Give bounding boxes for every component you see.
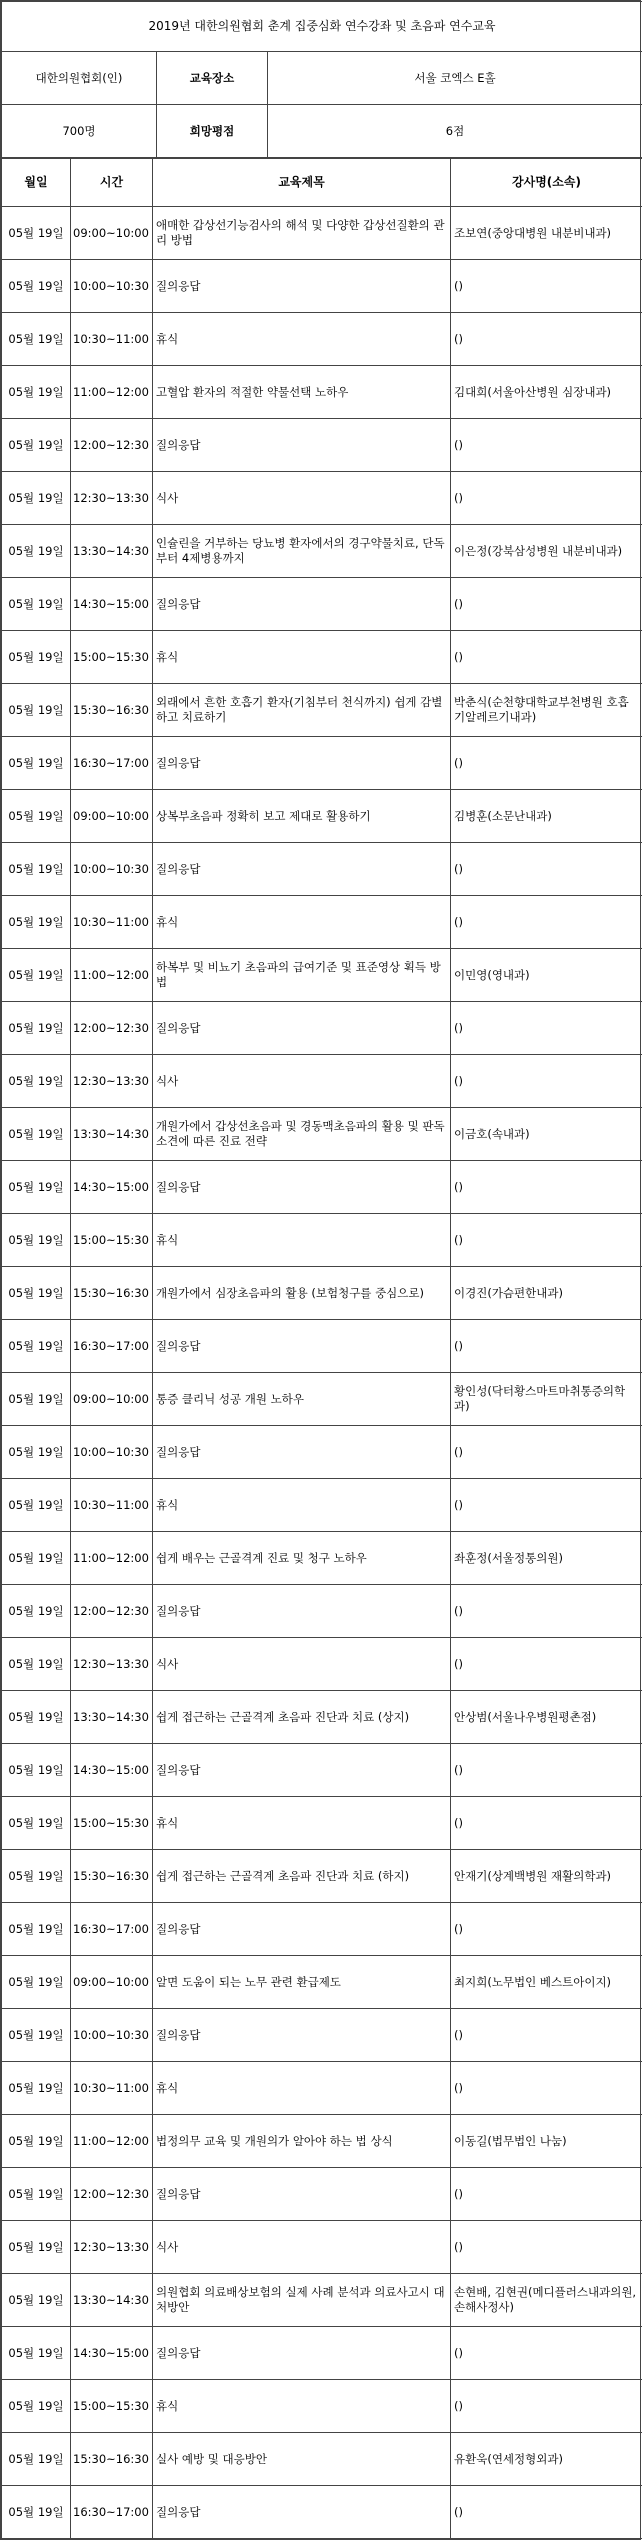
table-row [2, 578, 642, 631]
table-row [2, 2062, 642, 2115]
cell-time: 10:30~11:00 [71, 2062, 153, 2115]
cell-month: 05월 19일 [2, 1691, 71, 1744]
cell-month: 05월 19일 [2, 2009, 71, 2062]
table-row [2, 2274, 642, 2327]
cell-subject: 휴식 [153, 1797, 451, 1850]
cell-lecturer: () [451, 578, 642, 631]
table-row [2, 366, 642, 419]
cell-month: 05월 19일 [2, 631, 71, 684]
cell-subject: 식사 [153, 1055, 451, 1108]
cell-lecturer: 좌훈정(서울정통의원) [451, 1532, 642, 1585]
cell-lecturer: () [451, 2486, 642, 2539]
header-time: 시간 [71, 159, 153, 207]
header-month: 월일 [2, 159, 71, 207]
table-row [2, 631, 642, 684]
cell-lecturer: 황인성(닥터황스마트마취통증의학과) [451, 1373, 642, 1426]
cell-month: 05월 19일 [2, 1479, 71, 1532]
cell-subject: 질의응답 [153, 2327, 451, 2380]
points-label: 희망평점 [157, 105, 268, 158]
table-row [2, 1373, 642, 1426]
cell-time: 13:30~14:30 [71, 525, 153, 578]
cell-lecturer: () [451, 2221, 642, 2274]
cell-time: 15:00~15:30 [71, 2380, 153, 2433]
table-row [2, 843, 642, 896]
table-row [2, 737, 642, 790]
cell-lecturer: () [451, 1479, 642, 1532]
cell-month: 05월 19일 [2, 790, 71, 843]
cell-month: 05월 19일 [2, 260, 71, 313]
cell-month: 05월 19일 [2, 684, 71, 737]
cell-month: 05월 19일 [2, 578, 71, 631]
title-row [2, 2, 642, 52]
cell-lecturer: () [451, 1055, 642, 1108]
table-row [2, 2486, 642, 2539]
points-row [2, 105, 642, 158]
cell-subject: 쉽게 접근하는 근골격계 초음파 진단과 치료 (상지) [153, 1691, 451, 1744]
table-row [2, 790, 642, 843]
cell-time: 12:30~13:30 [71, 472, 153, 525]
document-title: 2019년 대한의원협회 춘계 집중심화 연수강좌 및 초음파 연수교육 [2, 2, 642, 52]
table-row [2, 2327, 642, 2380]
cell-month: 05월 19일 [2, 1426, 71, 1479]
cell-time: 10:00~10:30 [71, 260, 153, 313]
cell-month: 05월 19일 [2, 2115, 71, 2168]
cell-subject: 고혈압 환자의 적절한 약물선택 노하우 [153, 366, 451, 419]
cell-month: 05월 19일 [2, 843, 71, 896]
header-subject: 교육제목 [153, 159, 451, 207]
table-row [2, 2433, 642, 2486]
place-value: 서울 코엑스 E홀 [268, 52, 642, 105]
table-row [2, 1426, 642, 1479]
cell-month: 05월 19일 [2, 1744, 71, 1797]
cell-subject: 개원가에서 갑상선초음파 및 경동맥초음파의 활용 및 판독소견에 따른 진료 전략 [153, 1108, 451, 1161]
cell-lecturer: () [451, 472, 642, 525]
cell-subject: 휴식 [153, 2062, 451, 2115]
cell-subject: 휴식 [153, 1214, 451, 1267]
cell-subject: 상복부초음파 정확히 보고 제대로 활용하기 [153, 790, 451, 843]
cell-month: 05월 19일 [2, 2274, 71, 2327]
table-row [2, 1691, 642, 1744]
cell-subject: 통증 클리닉 성공 개원 노하우 [153, 1373, 451, 1426]
cell-month: 05월 19일 [2, 2168, 71, 2221]
cell-time: 12:30~13:30 [71, 1055, 153, 1108]
cell-time: 11:00~12:00 [71, 366, 153, 419]
cell-lecturer: () [451, 631, 642, 684]
cell-lecturer: 이금호(속내과) [451, 1108, 642, 1161]
cell-subject: 질의응답 [153, 1320, 451, 1373]
cell-time: 13:30~14:30 [71, 1691, 153, 1744]
cell-time: 13:30~14:30 [71, 2274, 153, 2327]
cell-month: 05월 19일 [2, 1214, 71, 1267]
table-row [2, 2380, 642, 2433]
cell-lecturer: 안상범(서울나우병원평촌점) [451, 1691, 642, 1744]
cell-subject: 질의응답 [153, 2486, 451, 2539]
cell-subject: 질의응답 [153, 578, 451, 631]
cell-month: 05월 19일 [2, 1532, 71, 1585]
cell-subject: 질의응답 [153, 843, 451, 896]
cell-month: 05월 19일 [2, 1373, 71, 1426]
cell-subject: 질의응답 [153, 2009, 451, 2062]
cell-month: 05월 19일 [2, 1055, 71, 1108]
cell-time: 10:00~10:30 [71, 843, 153, 896]
cell-month: 05월 19일 [2, 1267, 71, 1320]
cell-month: 05월 19일 [2, 313, 71, 366]
cell-time: 09:00~10:00 [71, 790, 153, 843]
cell-subject: 휴식 [153, 313, 451, 366]
cell-subject: 질의응답 [153, 1426, 451, 1479]
cell-subject: 휴식 [153, 1479, 451, 1532]
table-row [2, 1744, 642, 1797]
table-row [2, 1267, 642, 1320]
cell-lecturer: () [451, 1797, 642, 1850]
table-row [2, 1585, 642, 1638]
cell-month: 05월 19일 [2, 1320, 71, 1373]
cell-lecturer: 조보연(중앙대병원 내분비내과) [451, 207, 642, 260]
cell-lecturer: () [451, 1638, 642, 1691]
cell-time: 14:30~15:00 [71, 578, 153, 631]
table-row [2, 1956, 642, 2009]
cell-lecturer: 이은정(강북삼성병원 내분비내과) [451, 525, 642, 578]
cell-time: 12:00~12:30 [71, 419, 153, 472]
cell-month: 05월 19일 [2, 2062, 71, 2115]
table-row [2, 1850, 642, 1903]
table-row [2, 1002, 642, 1055]
cell-time: 16:30~17:00 [71, 737, 153, 790]
cell-lecturer: () [451, 260, 642, 313]
cell-month: 05월 19일 [2, 1161, 71, 1214]
cell-subject: 애매한 갑상선기능검사의 해석 및 다양한 갑상선질환의 관리 방법 [153, 207, 451, 260]
cell-lecturer: 안재기(상계백병원 재활의학과) [451, 1850, 642, 1903]
cell-time: 15:00~15:30 [71, 1797, 153, 1850]
table-row [2, 525, 642, 578]
cell-time: 10:30~11:00 [71, 313, 153, 366]
cell-month: 05월 19일 [2, 1585, 71, 1638]
cell-lecturer: 이경진(가슴편한내과) [451, 1267, 642, 1320]
cell-subject: 질의응답 [153, 1161, 451, 1214]
table-row [2, 1108, 642, 1161]
table-row [2, 2168, 642, 2221]
cell-subject: 식사 [153, 2221, 451, 2274]
cell-subject: 식사 [153, 472, 451, 525]
cell-lecturer: () [451, 896, 642, 949]
cell-month: 05월 19일 [2, 1797, 71, 1850]
cell-time: 15:30~16:30 [71, 684, 153, 737]
cell-subject: 질의응답 [153, 260, 451, 313]
cell-subject: 휴식 [153, 631, 451, 684]
cell-subject: 질의응답 [153, 2168, 451, 2221]
table-row [2, 1532, 642, 1585]
cell-time: 16:30~17:00 [71, 1903, 153, 1956]
cell-lecturer: () [451, 1214, 642, 1267]
cell-lecturer: 김대희(서울아산병원 심장내과) [451, 366, 642, 419]
points-value: 6점 [268, 105, 642, 158]
table-row [2, 2009, 642, 2062]
cell-lecturer: () [451, 2009, 642, 2062]
cell-lecturer: 손현배, 김현권(메디플러스내과의원, 손해사정사) [451, 2274, 642, 2327]
cell-lecturer: () [451, 2327, 642, 2380]
cell-lecturer: 유환욱(연세정형외과) [451, 2433, 642, 2486]
cell-time: 13:30~14:30 [71, 1108, 153, 1161]
cell-time: 10:30~11:00 [71, 896, 153, 949]
cell-time: 10:30~11:00 [71, 1479, 153, 1532]
table-row [2, 684, 642, 737]
cell-lecturer: () [451, 2380, 642, 2433]
cell-month: 05월 19일 [2, 2327, 71, 2380]
cell-time: 15:30~16:30 [71, 1267, 153, 1320]
cell-lecturer: () [451, 843, 642, 896]
cell-time: 14:30~15:00 [71, 2327, 153, 2380]
cell-time: 09:00~10:00 [71, 1956, 153, 2009]
table-row [2, 260, 642, 313]
cell-subject: 쉽게 접근하는 근골격계 초음파 진단과 치료 (하지) [153, 1850, 451, 1903]
table-row [2, 896, 642, 949]
cell-time: 10:00~10:30 [71, 2009, 153, 2062]
cell-time: 12:00~12:30 [71, 2168, 153, 2221]
cell-time: 11:00~12:00 [71, 1532, 153, 1585]
cell-month: 05월 19일 [2, 1108, 71, 1161]
cell-lecturer: () [451, 1903, 642, 1956]
cell-month: 05월 19일 [2, 472, 71, 525]
table-row [2, 1320, 642, 1373]
cell-lecturer: 최지희(노무법인 베스트아이지) [451, 1956, 642, 2009]
table-row [2, 1214, 642, 1267]
cell-month: 05월 19일 [2, 525, 71, 578]
cell-subject: 인슐린을 거부하는 당뇨병 환자에서의 경구약물치료, 단독부터 4제병용까지 [153, 525, 451, 578]
cell-lecturer: () [451, 313, 642, 366]
cell-time: 14:30~15:00 [71, 1744, 153, 1797]
cell-subject: 쉽게 배우는 근골격계 진료 및 청구 노하우 [153, 1532, 451, 1585]
table-row [2, 1797, 642, 1850]
cell-time: 11:00~12:00 [71, 949, 153, 1002]
cell-lecturer: 김병훈(소문난내과) [451, 790, 642, 843]
table-row [2, 1479, 642, 1532]
cell-month: 05월 19일 [2, 2486, 71, 2539]
cell-subject: 알면 도움이 되는 노무 관련 환급제도 [153, 1956, 451, 2009]
cell-lecturer: () [451, 1585, 642, 1638]
place-label: 교육장소 [157, 52, 268, 105]
table-row [2, 313, 642, 366]
cell-month: 05월 19일 [2, 2433, 71, 2486]
cell-time: 11:00~12:00 [71, 2115, 153, 2168]
cell-subject: 하복부 및 비뇨기 초음파의 급여기준 및 표준영상 획득 방법 [153, 949, 451, 1002]
course-info-table [1, 1, 642, 158]
capacity: 700명 [2, 105, 157, 158]
cell-subject: 질의응답 [153, 1744, 451, 1797]
cell-time: 16:30~17:00 [71, 2486, 153, 2539]
schedule-body [2, 207, 642, 2539]
cell-time: 09:00~10:00 [71, 1373, 153, 1426]
cell-month: 05월 19일 [2, 366, 71, 419]
cell-time: 09:00~10:00 [71, 207, 153, 260]
cell-time: 12:00~12:30 [71, 1002, 153, 1055]
cell-month: 05월 19일 [2, 419, 71, 472]
cell-time: 15:30~16:30 [71, 1850, 153, 1903]
cell-month: 05월 19일 [2, 1638, 71, 1691]
cell-lecturer: () [451, 419, 642, 472]
place-row [2, 52, 642, 105]
cell-time: 12:30~13:30 [71, 1638, 153, 1691]
cell-lecturer: () [451, 2062, 642, 2115]
cell-time: 15:30~16:30 [71, 2433, 153, 2486]
cell-subject: 질의응답 [153, 737, 451, 790]
cell-lecturer: () [451, 1744, 642, 1797]
table-row [2, 2221, 642, 2274]
table-row [2, 1055, 642, 1108]
cell-lecturer: () [451, 737, 642, 790]
cell-time: 16:30~17:00 [71, 1320, 153, 1373]
cell-subject: 법정의무 교육 및 개원의가 알아야 하는 법 상식 [153, 2115, 451, 2168]
cell-month: 05월 19일 [2, 949, 71, 1002]
table-row [2, 1161, 642, 1214]
schedule-header-row [2, 159, 642, 207]
cell-subject: 질의응답 [153, 419, 451, 472]
cell-subject: 질의응답 [153, 1903, 451, 1956]
table-row [2, 2115, 642, 2168]
table-row [2, 1903, 642, 1956]
cell-month: 05월 19일 [2, 2221, 71, 2274]
table-row [2, 949, 642, 1002]
cell-subject: 의원협회 의료배상보험의 실제 사례 분석과 의료사고시 대처방안 [153, 2274, 451, 2327]
cell-time: 10:00~10:30 [71, 1426, 153, 1479]
cell-month: 05월 19일 [2, 1002, 71, 1055]
cell-time: 15:00~15:30 [71, 1214, 153, 1267]
cell-lecturer: () [451, 1002, 642, 1055]
cell-month: 05월 19일 [2, 2380, 71, 2433]
cell-lecturer: 이민영(영내과) [451, 949, 642, 1002]
cell-subject: 질의응답 [153, 1002, 451, 1055]
cell-time: 15:00~15:30 [71, 631, 153, 684]
cell-subject: 개원가에서 심장초음파의 활용 (보험청구를 중심으로) [153, 1267, 451, 1320]
cell-subject: 식사 [153, 1638, 451, 1691]
cell-lecturer: () [451, 1161, 642, 1214]
cell-lecturer: 이동길(법무법인 나눔) [451, 2115, 642, 2168]
cell-subject: 질의응답 [153, 1585, 451, 1638]
cell-time: 12:00~12:30 [71, 1585, 153, 1638]
cell-subject: 외래에서 흔한 호흡기 환자(기침부터 천식까지) 쉽게 감별하고 치료하기 [153, 684, 451, 737]
cell-subject: 실사 예방 및 대응방안 [153, 2433, 451, 2486]
cell-month: 05월 19일 [2, 896, 71, 949]
cell-subject: 휴식 [153, 2380, 451, 2433]
header-lecturer: 강사명(소속) [451, 159, 642, 207]
cell-month: 05월 19일 [2, 1956, 71, 2009]
cell-month: 05월 19일 [2, 1903, 71, 1956]
table-row [2, 207, 642, 260]
cell-month: 05월 19일 [2, 737, 71, 790]
cell-lecturer: 박춘식(순천향대학교부천병원 호흡기알레르기내과) [451, 684, 642, 737]
table-row [2, 419, 642, 472]
table-row [2, 1638, 642, 1691]
cell-lecturer: () [451, 2168, 642, 2221]
cell-month: 05월 19일 [2, 207, 71, 260]
cell-lecturer: () [451, 1320, 642, 1373]
table-row [2, 472, 642, 525]
schedule-table [1, 158, 642, 2539]
cell-month: 05월 19일 [2, 1850, 71, 1903]
cell-subject: 휴식 [153, 896, 451, 949]
cell-time: 12:30~13:30 [71, 2221, 153, 2274]
cell-time: 14:30~15:00 [71, 1161, 153, 1214]
cell-lecturer: () [451, 1426, 642, 1479]
organizer: 대한의원협회(인) [2, 52, 157, 105]
